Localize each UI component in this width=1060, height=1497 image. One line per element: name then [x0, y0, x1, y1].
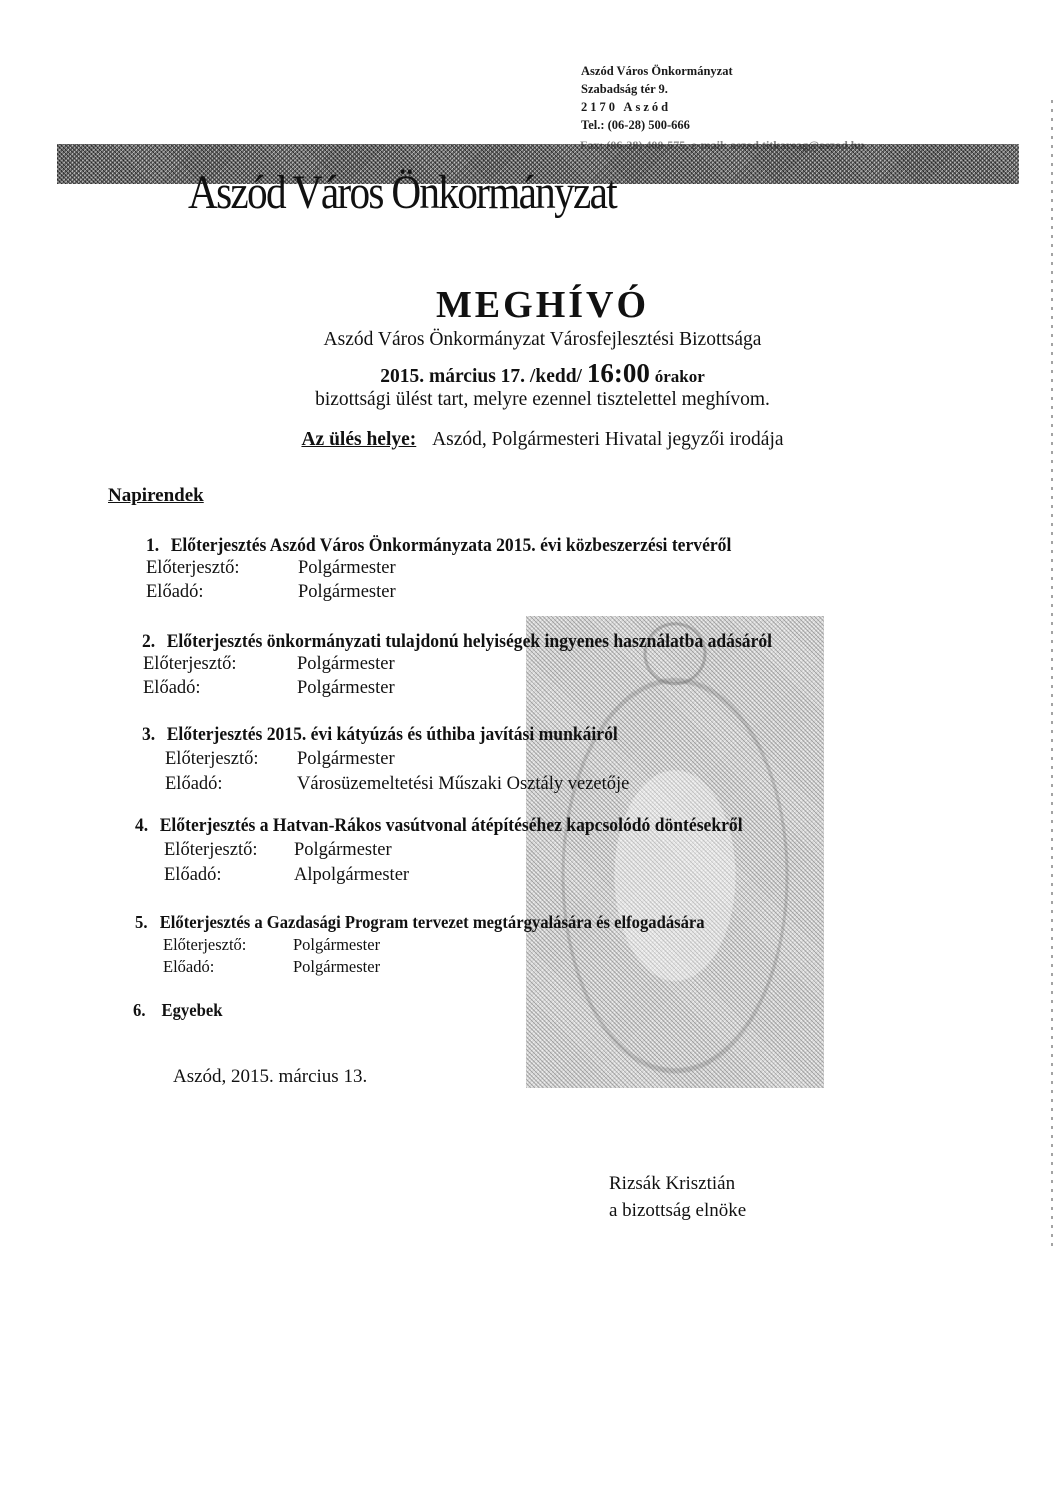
agenda-item-number: 4.	[135, 816, 149, 836]
presenter-value: Polgármester	[297, 678, 395, 698]
agenda-item-title-text: Előterjesztés a Gazdasági Program tervezet megtárgyalására és elfogadására	[159, 912, 705, 932]
meeting-venue	[0, 429, 1060, 451]
venue-label: Az ülés helye:	[301, 429, 417, 450]
agenda-item-proposer	[165, 749, 395, 770]
presenter-value: Alpolgármester	[294, 865, 410, 885]
presenter-value: Polgármester	[293, 957, 381, 976]
address-line-street: Szabadság tér 9.	[581, 82, 668, 96]
scan-edge-artifact	[1051, 100, 1053, 1250]
agenda-item-title	[142, 725, 618, 746]
presenter-label: Előadó:	[164, 865, 222, 885]
committee-name: Aszód Város Önkormányzat Városfejlesztési Bizottsága	[323, 329, 762, 350]
proposer-label: Előterjesztő:	[165, 749, 259, 769]
agenda-item-number: 3.	[142, 725, 156, 745]
venue-value: Aszód, Polgármesteri Hivatal jegyzői irodája	[432, 429, 784, 450]
agenda-item-title-text: Egyebek	[161, 1000, 223, 1020]
meeting-date: 2015. március 17. /kedd/	[380, 366, 582, 387]
presenter-value: Polgármester	[298, 582, 396, 602]
agenda-item-number: 1.	[146, 536, 160, 556]
presenter-label: Előadó:	[163, 957, 215, 976]
agenda-item	[142, 632, 805, 653]
proposer-value: Polgármester	[297, 749, 395, 769]
signature-block	[609, 1170, 746, 1224]
agenda-item	[135, 816, 775, 837]
agenda-item-title-text: Előterjesztés a Hatvan-Rákos vasútvonal átépítéséhez kapcsolódó döntésekről	[159, 816, 743, 836]
address-line-org: Aszód Város Önkormányzat	[581, 64, 733, 78]
organization-title: Aszód Város Önkormányzat	[188, 166, 616, 219]
agenda-item-title-text: Előterjesztés Aszód Város Önkormányzata 2015. évi közbeszerzési tervéről	[170, 536, 732, 556]
agenda-item-proposer	[143, 654, 395, 675]
address-line-fax-email: Fax: (06-28) 400-575, e-mail: aszod.titkarsag@aszod.hu	[580, 138, 865, 152]
proposer-value: Polgármester	[293, 935, 381, 954]
agenda-item-proposer	[163, 935, 381, 955]
agenda-item-title	[133, 1000, 222, 1021]
agenda-title: Napirendek	[108, 485, 204, 506]
agenda-item	[142, 725, 643, 746]
invitation-text: bizottsági ülést tart, melyre ezennel tisztelettel meghívom.	[315, 389, 770, 410]
agenda-item-presenter	[143, 678, 395, 699]
presenter-label: Előadó:	[143, 678, 201, 698]
proposer-label: Előterjesztő:	[143, 654, 237, 674]
agenda-item-title	[146, 536, 731, 557]
proposer-label: Előterjesztő:	[164, 840, 258, 860]
agenda-item	[135, 912, 735, 933]
agenda-item-title-text: Előterjesztés 2015. évi kátyúzás és úthiba javítási munkáiról	[166, 725, 618, 745]
proposer-value: Polgármester	[297, 654, 395, 674]
proposer-value: Polgármester	[294, 840, 392, 860]
agenda-item-number: 5.	[135, 912, 148, 932]
signer-role: a bizottság elnöke	[609, 1200, 747, 1221]
letterhead-address	[581, 62, 733, 134]
agenda-item-proposer	[164, 840, 392, 861]
place-and-date: Aszód, 2015. március 13.	[173, 1066, 368, 1087]
agenda-item-presenter	[163, 957, 381, 977]
signer-name: Rizsák Krisztián	[609, 1173, 736, 1194]
agenda-item-title-text: Előterjesztés önkormányzati tulajdonú helyiségek ingyenes használatba adásáról	[166, 632, 773, 652]
address-line-phone: Tel.: (06-28) 500-666	[581, 118, 690, 132]
agenda-item	[146, 536, 762, 557]
agenda-item-proposer	[146, 558, 396, 579]
agenda-item-presenter	[164, 865, 410, 886]
meeting-time-suffix: órakor	[654, 367, 705, 386]
agenda-item-presenter	[165, 774, 630, 795]
presenter-label: Előadó:	[146, 582, 204, 602]
agenda-item-title	[135, 816, 743, 837]
agenda-item-number: 6.	[133, 1000, 146, 1020]
proposer-label: Előterjesztő:	[163, 935, 247, 954]
proposer-label: Előterjesztő:	[146, 558, 240, 578]
address-line-city: 2170 Aszód	[581, 100, 672, 114]
agenda-item-title	[142, 632, 772, 653]
agenda-item-title	[135, 912, 705, 933]
invitation-title: MEGHÍVÓ	[435, 284, 650, 326]
official-stamp-image	[526, 616, 824, 1088]
agenda-item-presenter	[146, 582, 396, 603]
meeting-datetime	[0, 358, 1060, 389]
proposer-value: Polgármester	[298, 558, 396, 578]
agenda-item	[133, 1000, 227, 1021]
presenter-label: Előadó:	[165, 774, 223, 794]
meeting-time: 16:00	[586, 358, 650, 388]
presenter-value: Városüzemeltetési Műszaki Osztály vezetője	[297, 774, 630, 794]
agenda-item-number: 2.	[142, 632, 156, 652]
